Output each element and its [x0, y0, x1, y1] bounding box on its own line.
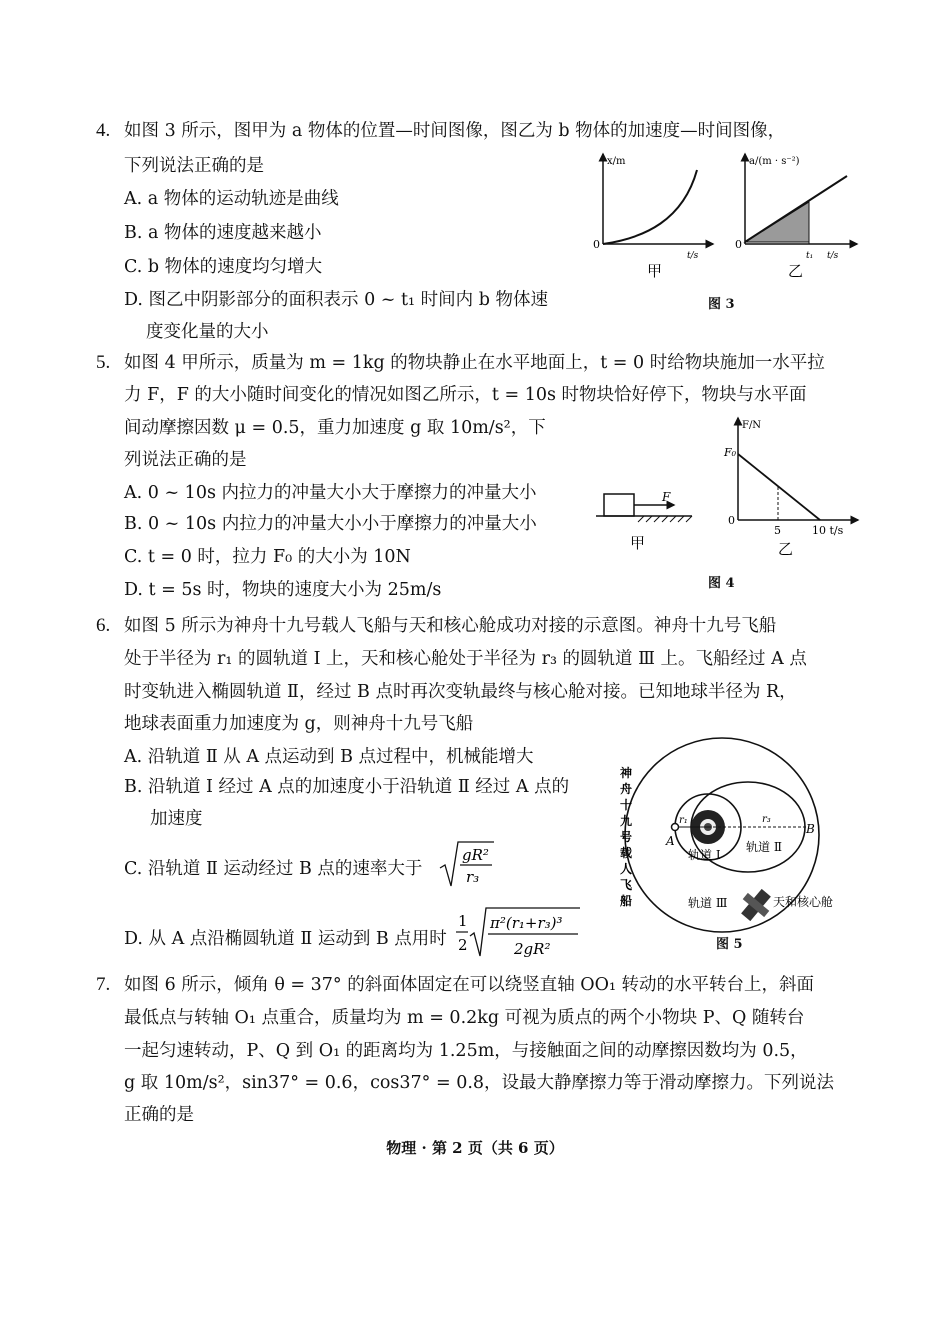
figure-3	[585, 148, 865, 313]
craft-char: 人	[620, 862, 633, 876]
jia-curve	[603, 170, 697, 244]
q5-option-d: D. t = 5s 时，物块的速度大小为 25m/s	[124, 580, 442, 600]
q6-stem-line1: 如图 5 所示为神舟十九号载人飞船与天和核心舱成功对接的示意图。神舟十九号飞船	[124, 616, 777, 636]
q6-option-d: D. 从 A 点沿椭圆轨道 Ⅱ 运动到 B 点用时	[124, 929, 447, 949]
q6-option-a: A. 沿轨道 Ⅱ 从 A 点运动到 B 点过程中，机械能增大	[124, 747, 534, 767]
yi-x-label: t/s	[827, 251, 839, 261]
craft-char: 飞	[620, 878, 633, 892]
q5-option-b: B. 0 ~ 10s 内拉力的冲量大小小于摩擦力的冲量大小	[124, 514, 537, 534]
craft-char: 舟	[620, 782, 633, 796]
figure-5	[610, 735, 860, 935]
f-t-y-label: F/N	[742, 420, 762, 431]
craft-char: 九	[620, 814, 633, 828]
q4-option-d-line2: 度变化量的大小	[146, 322, 269, 342]
figure-4	[592, 412, 867, 582]
q6-d-coef-denominator: 2	[458, 936, 468, 954]
jia-x-label: t/s	[687, 251, 699, 261]
page-footer: 物理 · 第 2 页（共 6 页）	[386, 1139, 564, 1157]
q5-number: 5.	[96, 352, 111, 373]
q7-stem-line5: 正确的是	[124, 1105, 194, 1125]
craft-char: 船	[620, 894, 633, 908]
yi-y-label: a/(m · s⁻²)	[749, 156, 800, 167]
orbit-3-label: 轨道 Ⅲ	[688, 896, 728, 910]
f-t-line	[738, 454, 820, 520]
q6-c-sqrt	[438, 838, 498, 892]
q6-stem-line4: 地球表面重力加速度为 g，则神舟十九号飞船	[124, 714, 474, 734]
q4-stem-line2: 下列说法正确的是	[124, 156, 264, 176]
q6-number: 6.	[96, 615, 111, 636]
q7-stem-line4: g 取 10m/s²，sin37° = 0.6，cos37° = 0.8，设最大静摩擦力等于滑动摩擦力。下列说法	[124, 1073, 835, 1093]
q5-stem-line2: 力 F，F 的大小随时间变化的情况如图乙所示，t = 10s 时物块恰好停下，物块与水平面	[124, 385, 807, 405]
q4-stem-line1: 如图 3 所示，图甲为 a 物体的位置—时间图像，图乙为 b 物体的加速度—时间图像，	[124, 121, 786, 141]
yi-name-4: 乙	[778, 540, 794, 558]
yi-origin: 0	[735, 238, 742, 251]
force-label: F	[662, 490, 671, 504]
q6-option-c: C. 沿轨道 Ⅱ 运动经过 B 点的速率大于	[124, 859, 423, 879]
yi-t1-label: t₁	[806, 251, 814, 261]
q4-option-c: C. b 物体的速度均匀增大	[124, 257, 323, 277]
craft-char: 神	[620, 766, 633, 780]
q6-d-denominator: 2gR²	[514, 940, 551, 958]
ground-hatch	[638, 516, 692, 522]
orbit-1-label: 轨道 Ⅰ	[688, 848, 721, 862]
tick-10: 10 t/s	[812, 524, 844, 537]
r3-label: r₃	[762, 814, 771, 825]
q6-d-expression	[454, 904, 584, 962]
q4-option-b: B. a 物体的速度越来越小	[124, 223, 322, 243]
station-label: 天和核心舱	[773, 895, 834, 909]
block	[604, 494, 634, 516]
point-a-label: A	[666, 834, 675, 848]
q6-option-b-line1: B. 沿轨道 Ⅰ 经过 A 点的加速度小于沿轨道 Ⅱ 经过 A 点的	[124, 777, 570, 797]
q4-option-a: A. a 物体的运动轨迹是曲线	[124, 189, 339, 209]
tick-5: 5	[774, 524, 781, 537]
jia-origin: 0	[593, 238, 600, 251]
q4-option-d-line1: D. 图乙中阴影部分的面积表示 0 ~ t₁ 时间内 b 物体速	[124, 290, 548, 310]
q7-stem-line2: 最低点与转轴 O₁ 点重合，质量均为 m = 0.2kg 可视为质点的两个小物块 P、Q 随转台	[124, 1008, 805, 1028]
point-b-label: B	[806, 822, 815, 836]
figure-4-caption: 图 4	[708, 576, 735, 591]
craft-point-a	[672, 824, 679, 831]
q6-stem-line2: 处于半径为 r₁ 的圆轨道 Ⅰ 上，天和核心舱处于半径为 r₃ 的圆轨道 Ⅲ 上。飞船经过 A 点	[124, 649, 807, 669]
q7-stem-line3: 一起匀速转动，P、Q 到 O₁ 的距离均为 1.25m，与接触面之间的动摩擦因数均为 0.5，	[124, 1041, 808, 1061]
q7-number: 7.	[96, 974, 111, 995]
q6-d-numerator: π²(r₁+r₃)³	[490, 914, 563, 932]
q5-stem-line4: 列说法正确的是	[124, 450, 247, 470]
figure-3-caption: 图 3	[708, 297, 735, 312]
yi-name: 乙	[788, 262, 804, 280]
jia-y-label: x/m	[607, 156, 626, 167]
q4-number: 4.	[96, 120, 111, 141]
q5-option-a: A. 0 ~ 10s 内拉力的冲量大小大于摩擦力的冲量大小	[124, 483, 537, 503]
q6-option-b-line2: 加速度	[150, 809, 203, 829]
jia-name: 甲	[647, 262, 663, 280]
q6-c-numerator: gR²	[462, 846, 489, 864]
f0-label: F₀	[724, 446, 737, 459]
r1-label: r₁	[679, 815, 688, 826]
q6-d-coef-numerator: 1	[458, 912, 468, 930]
q7-stem-line1: 如图 6 所示，倾角 θ = 37° 的斜面体固定在可以绕竖直轴 OO₁ 转动的水平转台上，斜面	[124, 975, 815, 995]
craft-char: 号	[620, 830, 633, 844]
craft-char: 十	[620, 798, 633, 812]
orbit-2-label: 轨道 Ⅱ	[746, 840, 782, 854]
jia-name-4: 甲	[630, 534, 646, 552]
q5-stem-line1: 如图 4 甲所示，质量为 m = 1kg 的物块静止在水平地面上，t = 0 时给物块施加一水平拉	[124, 353, 825, 373]
f-t-origin: 0	[728, 514, 735, 527]
figure-5-caption: 图 5	[716, 937, 743, 952]
craft-char: 载	[620, 846, 633, 860]
q5-stem-line3: 间动摩擦因数 μ = 0.5，重力加速度 g 取 10m/s²，下	[124, 418, 546, 438]
station-icon	[735, 884, 777, 927]
q6-c-denominator: r₃	[466, 868, 480, 886]
craft-label	[619, 765, 633, 908]
q6-stem-line3: 时变轨进入椭圆轨道 Ⅱ，经过 B 点时再次变轨最终与核心舱对接。已知地球半径为 R，	[124, 682, 797, 702]
q5-option-c: C. t = 0 时，拉力 F₀ 的大小为 10N	[124, 547, 411, 567]
